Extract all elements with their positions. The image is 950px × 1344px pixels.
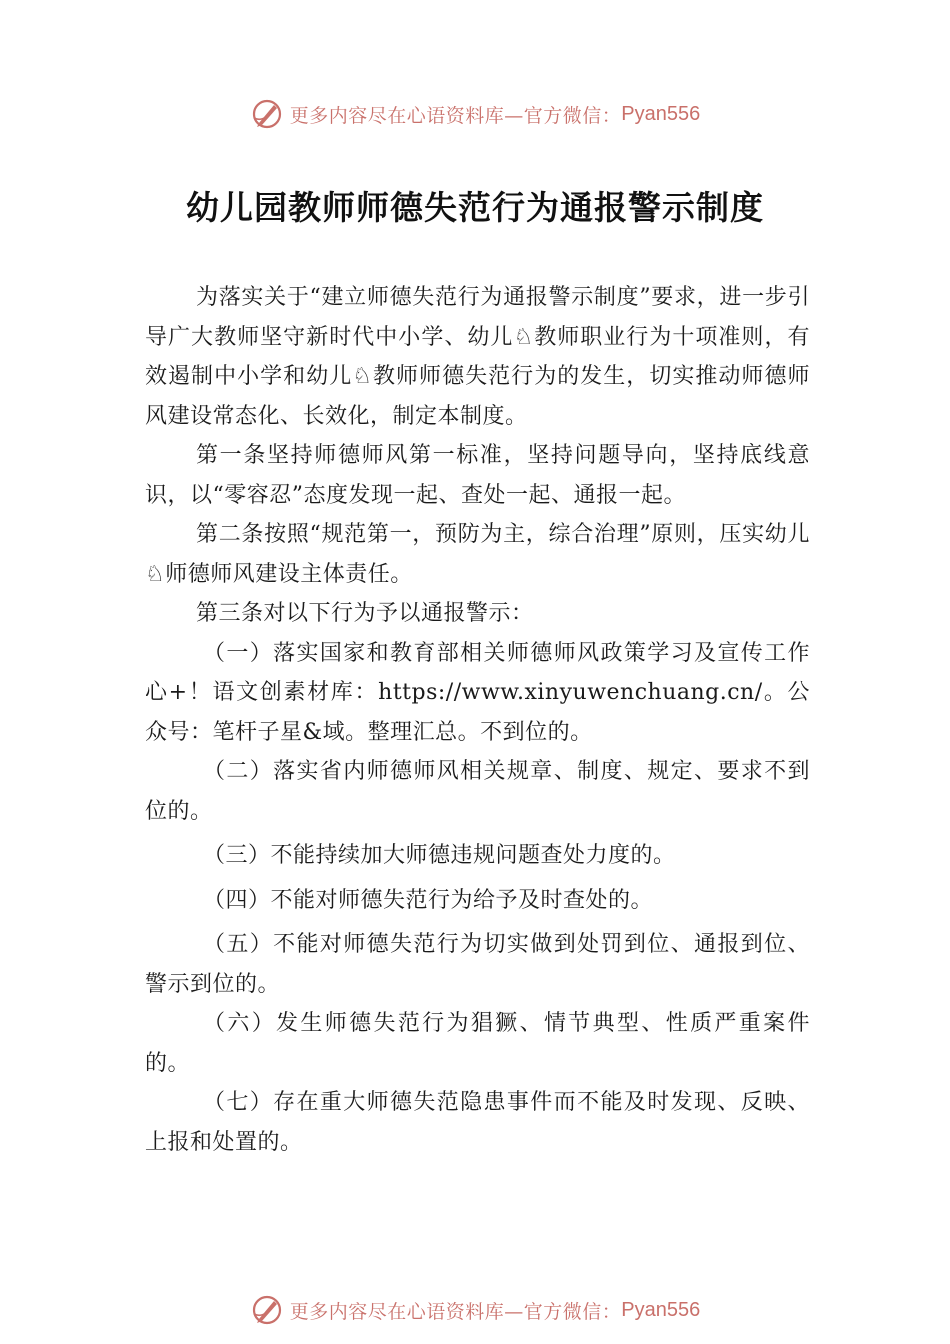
list-item-7: （七）存在重大师德失范隐患事件而不能及时发现、反映、上报和处置的。 xyxy=(145,1090,810,1155)
list-item-1: （一）落实国家和教育部相关师德师风政策学习及宣传工作心+！语文创素材库：https://www.xinyuwenchuang.cn/。公众号：笔杆子星&域。整理汇总。不到位的。 xyxy=(145,640,810,745)
list-item-2: （二）落实省内师德师风相关规章、制度、规定、要求不到位的。 xyxy=(145,759,810,824)
paragraph-article-3: 第三条对以下行为予以通报警示： xyxy=(196,601,534,626)
list-item-4: （四）不能对师德失范行为给予及时查处的。 xyxy=(203,887,654,913)
pen-logo-icon xyxy=(250,1293,284,1327)
header-banner xyxy=(0,94,950,134)
banner-account: Pyan556 xyxy=(621,1298,701,1321)
list-item-5: （五）不能对师德失范行为切实做到处罚到位、通报到位、警示到位的。 xyxy=(145,932,810,997)
banner-text: 更多内容尽在心语资料库—官方微信： xyxy=(289,104,622,127)
banner-account: Pyan556 xyxy=(621,102,701,125)
list-item-6: （六）发生师德失范行为猖獗、情节典型、性质严重案件的。 xyxy=(145,1011,810,1076)
pen-logo-icon xyxy=(250,97,284,131)
paragraph-article-1: 第一条坚持师德师风第一标准，坚持问题导向，坚持底线意识，以“零容忍”态度发现一起、查处一起、通报一起。 xyxy=(145,443,810,508)
footer-banner xyxy=(0,1290,950,1330)
paragraph-article-2: 第二条按照“规范第一，预防为主，综合治理”原则，压实幼儿♘师德师风建设主体责任。 xyxy=(145,522,810,587)
paragraph-intro: 为落实关于“建立师德失范行为通报警示制度”要求，进一步引导广大教师坚守新时代中小学、幼儿♘教师职业行为十项准则，有效遏制中小学和幼儿♘教师师德失范行为的发生，切实推动师德师风建设常态化、长效化，制定本制度。 xyxy=(145,285,810,429)
document-body xyxy=(145,278,810,1162)
document-title: 幼儿园教师师德失范行为通报警示制度 xyxy=(186,188,764,227)
list-item-3: （三）不能持续加大师德违规问题查处力度的。 xyxy=(203,843,676,868)
banner-text: 更多内容尽在心语资料库—官方微信： xyxy=(289,1300,622,1323)
